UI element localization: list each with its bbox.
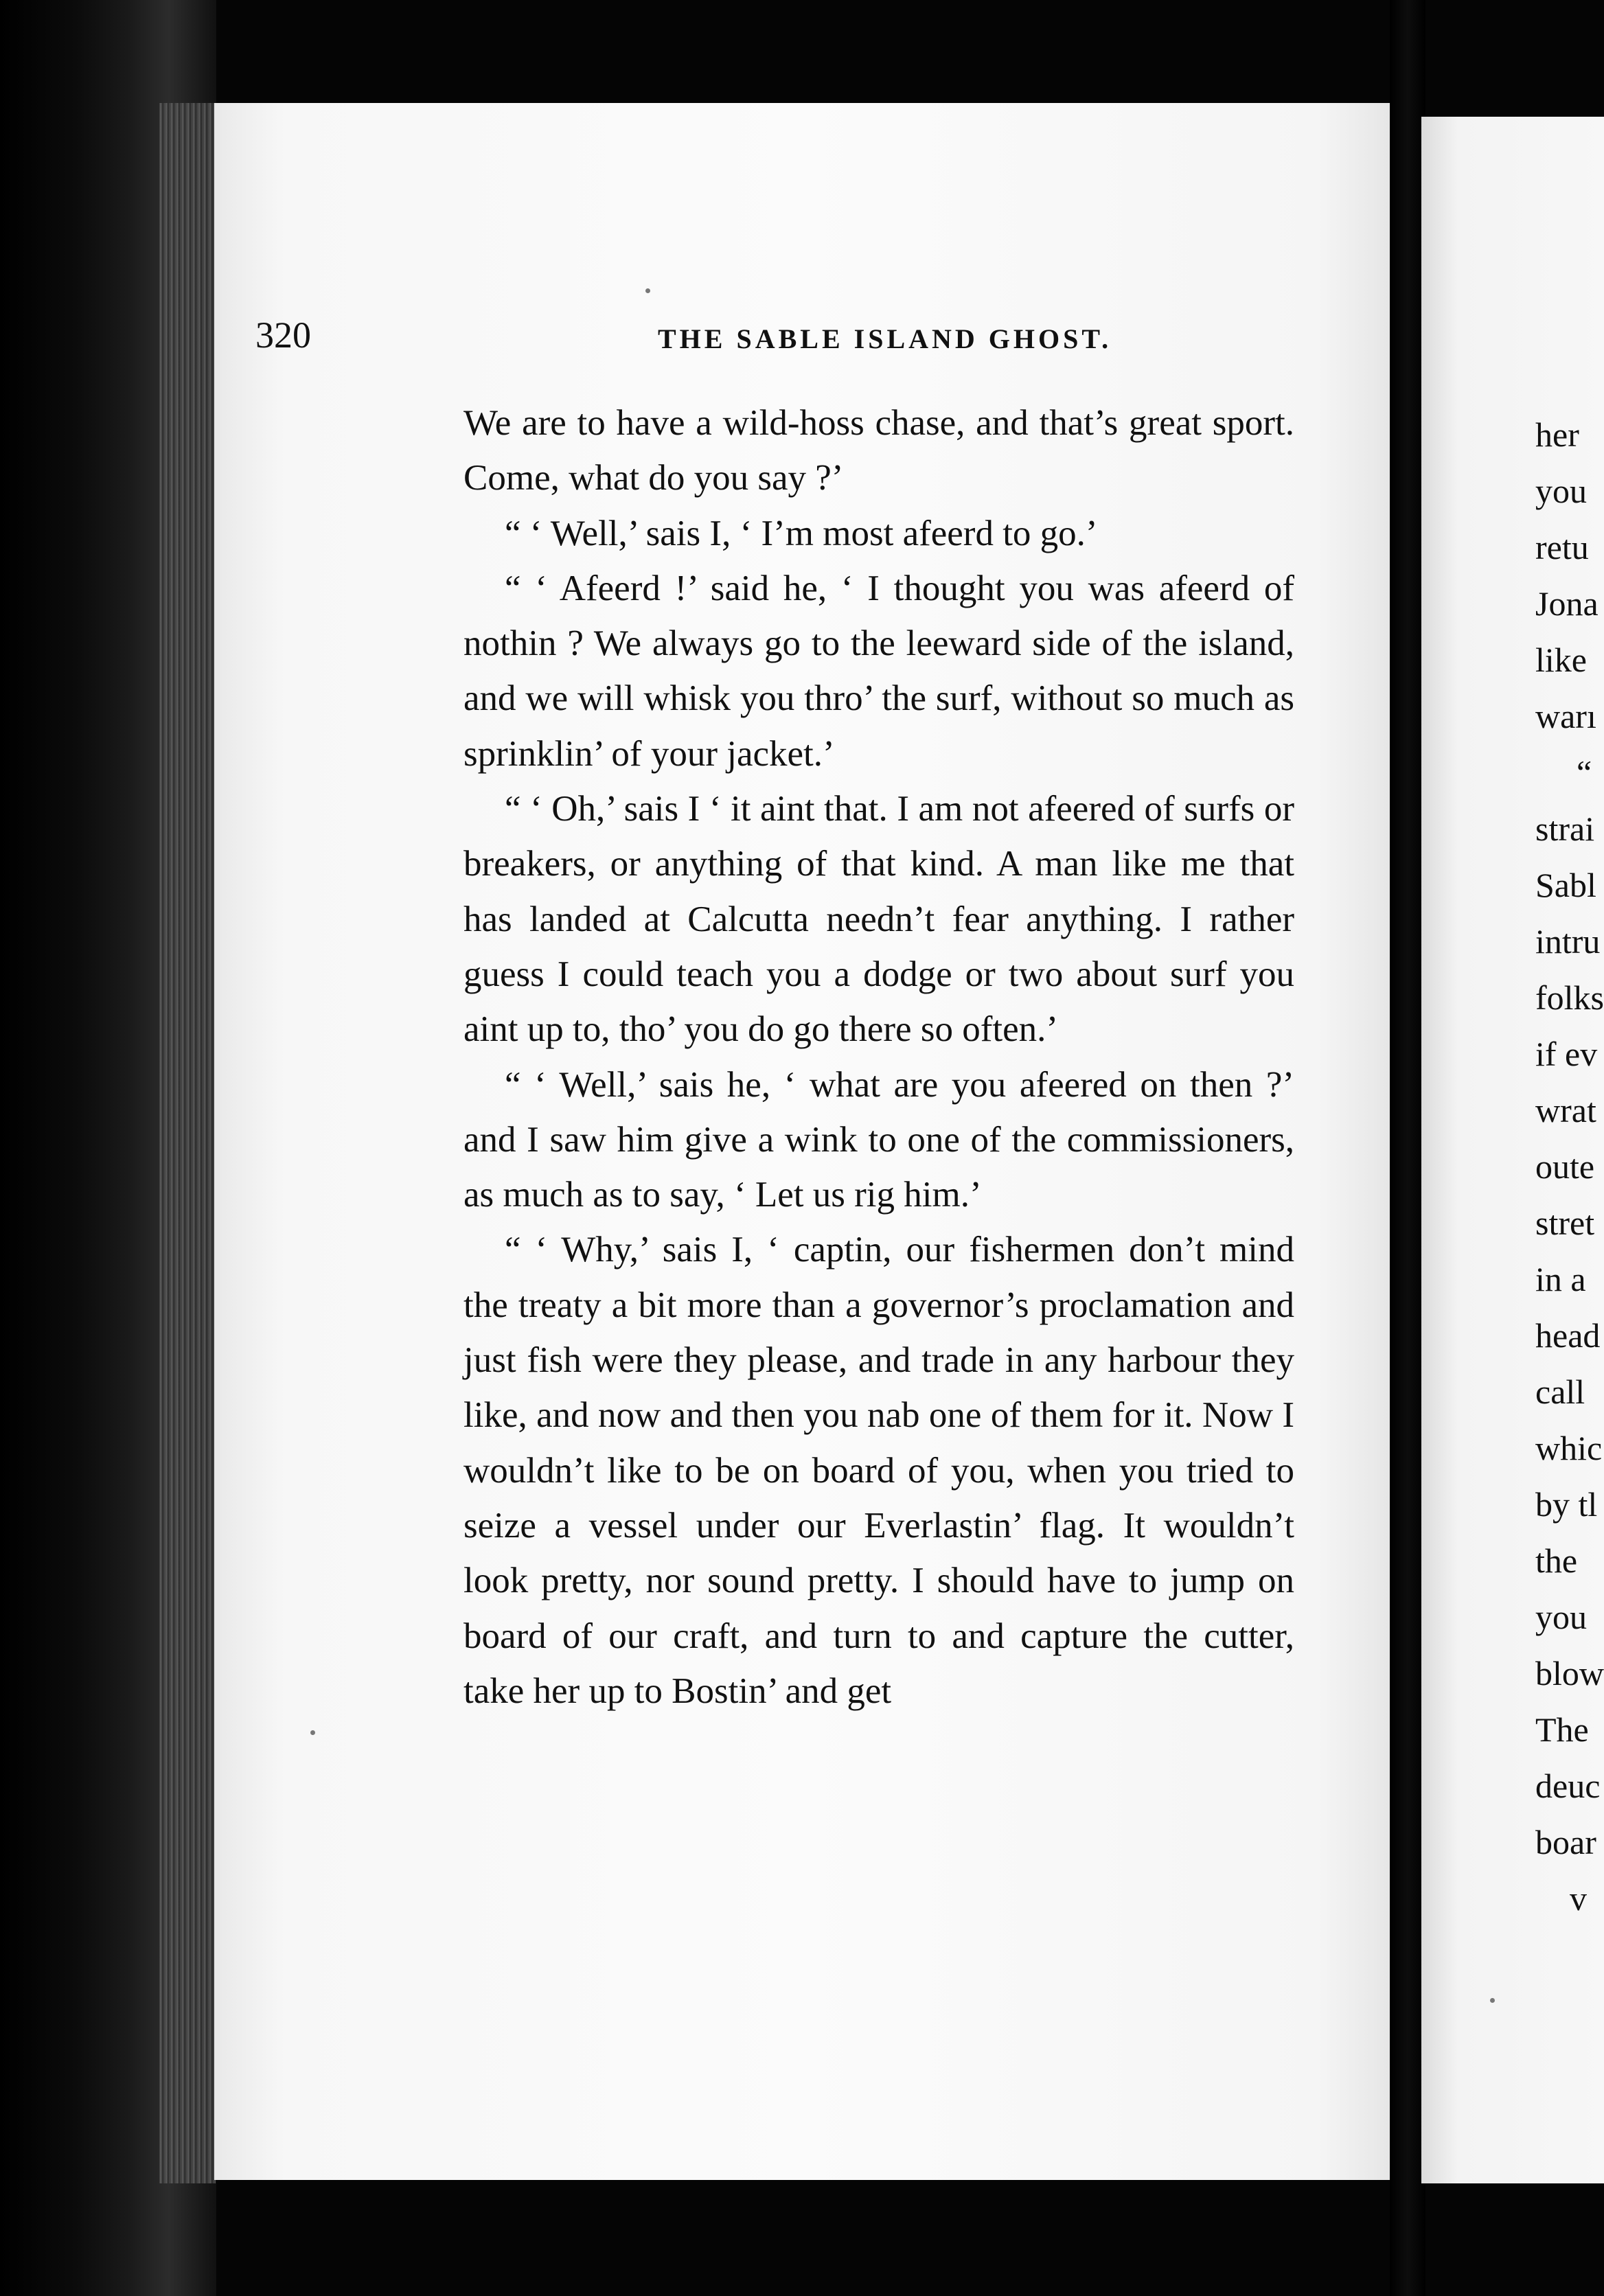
line-fragment: Sabl (1535, 866, 1596, 904)
line-fragment: you (1535, 1598, 1587, 1636)
line-fragment: blow (1535, 1654, 1604, 1692)
line-fragment: Jona (1535, 584, 1599, 623)
line-fragment: call (1535, 1373, 1585, 1411)
body-text (463, 395, 1294, 1719)
line-fragment: in a (1535, 1260, 1586, 1298)
line-fragment: “ (1577, 753, 1592, 792)
page-header (255, 308, 1148, 363)
line-fragment: deuc (1535, 1767, 1601, 1805)
line-fragment: wrat (1535, 1091, 1596, 1129)
page-number: 320 (255, 314, 311, 356)
line-fragment: intru (1535, 922, 1601, 961)
dust-speck (310, 1730, 315, 1735)
dust-speck (645, 288, 650, 293)
page-edges (159, 103, 216, 2183)
line-fragment: her (1535, 415, 1579, 454)
line-fragment: The (1535, 1710, 1589, 1749)
line-fragment: v (1570, 1879, 1587, 1918)
paragraph: “ ‘ Well,’ sais he, ‘ what are you afeered on then ?’ and I saw him give a wink to one of the commissioners, as much as to say, ‘ Let us rig him.’ (463, 1064, 1294, 1215)
line-fragment: boar (1535, 1823, 1596, 1861)
line-fragment: you (1535, 472, 1587, 510)
line-fragment: whic (1535, 1429, 1603, 1467)
line-fragment: like (1535, 641, 1587, 679)
running-head: THE SABLE ISLAND GHOST. (658, 323, 1112, 354)
line-fragment: warı (1535, 697, 1596, 735)
paragraph: “ ‘ Why,’ sais I, ‘ captin, our fishermen don’t mind the treaty a bit more than a governor’s proclamation and just fish were they please, and trade in any harbour they like, and now and then you nab one of them for it. Now I wouldn’t like to be on board of you, when you tried to seize a vessel under our Everlastin’ flag. It wouldn’t look pretty, nor sound pretty. I should have to jump on board of our craft, and turn to and capture the cutter, take her up to Bostin’ and get (463, 1230, 1294, 1711)
paragraph: “ ‘ Well,’ sais I, ‘ I’m most afeerd to go.’ (505, 513, 1098, 553)
dust-speck (1490, 1998, 1495, 2003)
line-fragment: the (1535, 1541, 1578, 1580)
paragraph: “ ‘ Oh,’ sais I ‘ it aint that. I am not afeered of surfs or breakers, or anything of that kind. A man like me that has landed at Calcutta needn’t fear anything. I rather guess I could teach you a dodge or two about surf you aint up to, tho’ you do go there so often.’ (463, 789, 1294, 1050)
line-fragment: oute (1535, 1147, 1595, 1186)
line-fragment: stret (1535, 1204, 1595, 1242)
right-page (1421, 117, 1604, 2183)
line-fragment: strai (1535, 810, 1595, 848)
paragraph: “ ‘ Afeerd !’ said he, ‘ I thought you was afeerd of nothin ? We always go to the leeward side of the island, and we will whisk you thro’ the surf, without so much as sprinklin’ of your jacket.’ (463, 568, 1294, 774)
page-gutter (1390, 0, 1425, 2296)
line-fragment: folks (1535, 978, 1604, 1017)
right-page-text (1535, 406, 1604, 1927)
line-fragment: if ev (1535, 1035, 1598, 1073)
line-fragment: retu (1535, 528, 1589, 566)
line-fragment: by tl (1535, 1485, 1598, 1524)
paragraph: We are to have a wild-hoss chase, and that’s great sport. Come, what do you say ?’ (463, 403, 1294, 498)
line-fragment: head (1535, 1316, 1601, 1355)
